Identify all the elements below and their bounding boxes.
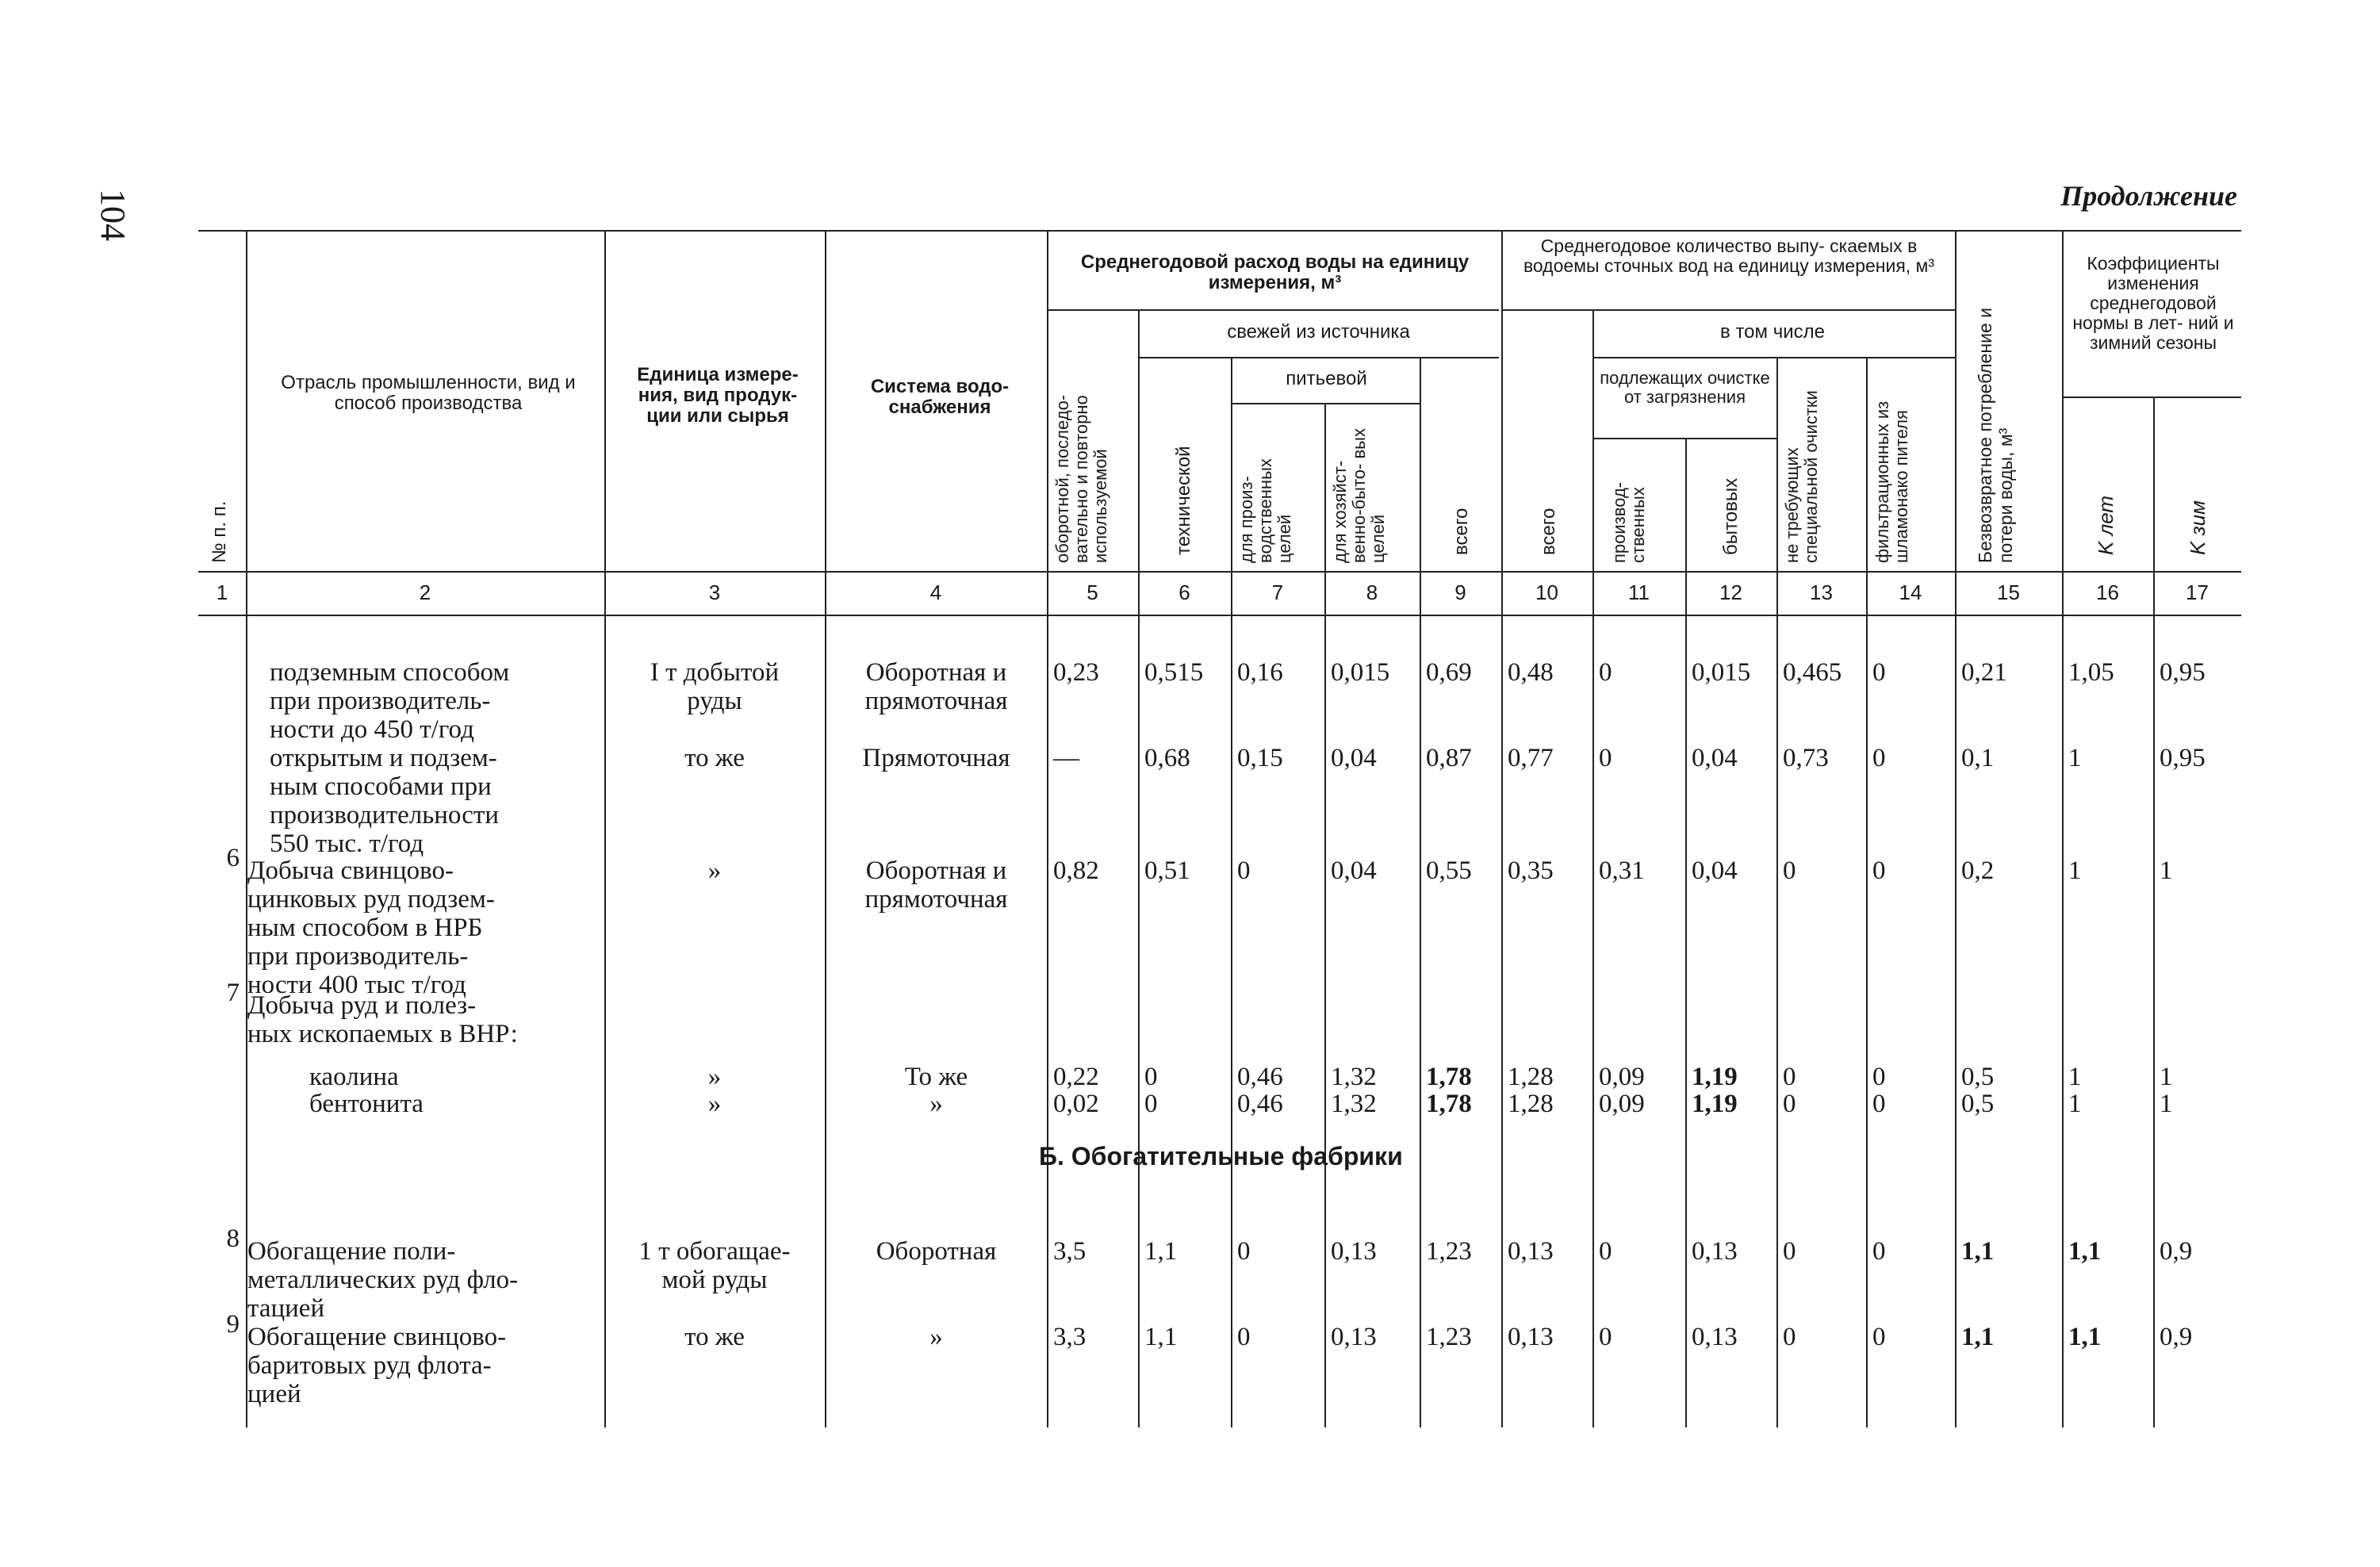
col-divider (1592, 309, 1594, 1427)
row-value: 0,13 (1331, 1323, 1377, 1351)
row-name (270, 744, 595, 858)
row-name (247, 856, 595, 999)
row-value: 1 (2068, 856, 2082, 885)
row-value: 0,13 (1508, 1323, 1554, 1351)
row-name (270, 658, 595, 744)
header-col5: оборотной, последо- вательно и повторно используемой (1052, 394, 1110, 563)
row-system-line: Оборотная (876, 1237, 997, 1266)
row-value: 1,19 (1692, 1063, 1738, 1091)
row-value: 1,1 (1961, 1237, 1995, 1266)
row-value: 0,21 (1961, 658, 2007, 687)
row-number: 9 (226, 1310, 240, 1339)
row-name (309, 1063, 595, 1091)
continuation-label: Продолжение (2060, 180, 2237, 212)
column-number: 12 (1719, 580, 1742, 604)
row-unit-line: I т добытой (650, 658, 780, 687)
col-divider (1138, 309, 1140, 1427)
row-unit-line: » (707, 856, 722, 885)
row-unit (607, 744, 822, 772)
header-cleaning-group: подлежащих очистке от загрязнения (1600, 368, 1770, 407)
column-number: 17 (2186, 580, 2209, 604)
row-value: 1,23 (1426, 1323, 1472, 1351)
row-name-line: при производитель- (270, 687, 491, 715)
row-value: 0,23 (1053, 658, 1099, 687)
row-value: 0,9 (2160, 1323, 2193, 1351)
row-value: 0,465 (1783, 658, 1842, 687)
row-value: 0,82 (1053, 856, 1099, 885)
row-value: 0 (1783, 1237, 1796, 1266)
row-value: 1,32 (1331, 1090, 1377, 1118)
row-value: 0,13 (1508, 1237, 1554, 1266)
column-number: 5 (1087, 580, 1098, 604)
row-value: 0,46 (1237, 1090, 1283, 1118)
row-value: 1,19 (1692, 1090, 1738, 1118)
row-value: 0,2 (1961, 856, 1995, 885)
row-value: 0,515 (1144, 658, 1204, 687)
row-unit-line: » (707, 1063, 722, 1091)
colnum-bottom-rule (198, 615, 2241, 616)
row-value: 0,73 (1783, 744, 1829, 772)
column-number: 13 (1810, 580, 1833, 604)
row-value: 1,28 (1508, 1063, 1554, 1091)
row-system (827, 1090, 1045, 1118)
row-system-line: прямоточная (864, 885, 1008, 914)
header-drinking-group: питьевой (1286, 368, 1367, 389)
row-name (247, 1237, 595, 1323)
row-value: — (1053, 744, 1079, 772)
row-value: 0,16 (1237, 658, 1283, 687)
row-value: 0 (1872, 856, 1886, 885)
row-unit-line: то же (684, 1323, 745, 1351)
col-divider (1955, 230, 1957, 1427)
row-value: 0 (1237, 1237, 1251, 1266)
row-value: 0,02 (1053, 1090, 1099, 1118)
group-rule-coef (2062, 397, 2241, 398)
row-value: 0,35 (1508, 856, 1554, 885)
row-value: 0 (1783, 1063, 1796, 1091)
row-unit (607, 1063, 822, 1091)
row-value: 1,05 (2068, 658, 2114, 687)
header-col12: бытовых (1720, 477, 1742, 555)
row-system-line: » (929, 1090, 943, 1118)
row-value: 0,09 (1599, 1090, 1645, 1118)
row-name-line: открытым и подзем- (270, 744, 497, 772)
row-value: 0,1 (1961, 744, 1995, 772)
row-value: 0 (1783, 856, 1796, 885)
column-number: 7 (1271, 580, 1284, 604)
row-name-line: каолина (309, 1063, 399, 1091)
row-value: 0 (1599, 1323, 1612, 1351)
row-value: 0 (1872, 1090, 1886, 1118)
row-system (827, 658, 1045, 715)
col-divider (2153, 397, 2155, 1427)
row-name-line: ным способом в НРБ (247, 914, 483, 942)
row-value: 0 (1599, 744, 1612, 772)
row-name (247, 1323, 595, 1408)
row-name-line: баритовых руд флота- (247, 1351, 492, 1380)
row-system-line: Оборотная и (865, 856, 1007, 885)
column-number: 4 (929, 580, 942, 604)
row-value: 0 (1872, 1063, 1886, 1091)
header-incl-group: в том числе (1720, 321, 1825, 343)
row-value: 0,31 (1599, 856, 1645, 885)
row-name (247, 991, 595, 1048)
group-rule-discharge (1501, 309, 1955, 311)
row-value: 0 (1872, 1237, 1886, 1266)
col-divider (1866, 357, 1868, 1427)
row-system-line: Прямоточная (862, 744, 1010, 772)
row-value: 1 (2068, 1063, 2082, 1091)
row-system (827, 856, 1045, 914)
row-value: 0 (1872, 1323, 1886, 1351)
row-value: 0,48 (1508, 658, 1554, 687)
row-system-line: Оборотная и (865, 658, 1007, 687)
row-value: 0 (1599, 658, 1612, 687)
row-value: 0,95 (2160, 744, 2206, 772)
column-number: 15 (1997, 580, 2020, 604)
header-col11: производ- ственных (1609, 481, 1648, 563)
header-col13: не требующих специальной очистки (1782, 390, 1821, 563)
col-divider (2062, 230, 2064, 1427)
header-col10: всего (1538, 508, 1559, 555)
row-unit (607, 658, 822, 715)
col-divider (1501, 230, 1503, 1427)
row-name-line: ным способами при (270, 772, 492, 801)
group-rule-cleaning (1592, 438, 1776, 439)
row-value: 0 (1872, 744, 1886, 772)
header-col1: № п. п. (209, 500, 230, 563)
column-number: 10 (1535, 580, 1558, 604)
row-value: 0,5 (1961, 1090, 1995, 1118)
row-name-line: тацией (247, 1294, 325, 1323)
row-name-line: ности 400 тыс т/год (247, 971, 466, 999)
row-value: 1,78 (1426, 1090, 1472, 1118)
row-value: 1,1 (1961, 1323, 1995, 1351)
row-value: 0 (1144, 1063, 1158, 1091)
row-system-line: » (929, 1323, 943, 1351)
row-name-line: Обогащение свинцово- (247, 1323, 507, 1351)
header-fresh-group: свежей из источника (1227, 321, 1410, 343)
row-name-line: при производитель- (247, 942, 469, 971)
column-number: 11 (1628, 580, 1650, 604)
row-name-line: Обогащение поли- (247, 1237, 456, 1266)
header-col3: Единица измере- ния, вид продук- ции или сырья (637, 364, 799, 427)
row-value: 0,51 (1144, 856, 1190, 885)
row-value: 0,69 (1426, 658, 1472, 687)
header-col9: всего (1451, 508, 1472, 555)
row-value: 1,1 (1144, 1323, 1178, 1351)
row-value: 0,9 (2160, 1237, 2193, 1266)
group-rule-incl (1592, 357, 1955, 358)
header-col14: фильтрационных из шламонако пителя (1872, 400, 1911, 563)
row-unit-line: » (707, 1090, 722, 1118)
row-value: 3,3 (1053, 1323, 1087, 1351)
column-number: 6 (1179, 580, 1190, 604)
row-value: 0,68 (1144, 744, 1190, 772)
group-rule-fresh (1138, 357, 1499, 358)
col-divider (1231, 357, 1232, 1427)
row-number: 7 (226, 979, 240, 1007)
row-value: 0,13 (1331, 1237, 1377, 1266)
table-top-rule (198, 230, 2241, 232)
col-divider (1047, 230, 1048, 1427)
row-value: 0,15 (1237, 744, 1283, 772)
row-system (827, 1237, 1045, 1266)
row-system (827, 1323, 1045, 1351)
header-col15: Безвозвратное потребление и потери воды, м³ (1975, 308, 2016, 563)
header-col16: K лет (2094, 495, 2117, 555)
column-number: 3 (708, 580, 721, 604)
row-name (309, 1090, 595, 1118)
row-value: 0 (1144, 1090, 1158, 1118)
row-value: 0,015 (1331, 658, 1390, 687)
row-value: 0,22 (1053, 1063, 1099, 1091)
row-name-line: подземным способом (270, 658, 510, 687)
row-unit-line: мой руды (661, 1266, 768, 1294)
row-value: 0 (1872, 658, 1886, 687)
header-col4: Система водо- снабжения (870, 376, 1010, 418)
group-rule-consumption (1047, 309, 1499, 311)
row-name-line: Добыча руд и полез- (247, 991, 477, 1020)
column-number: 9 (1454, 580, 1466, 604)
row-value: 0 (1237, 1323, 1251, 1351)
row-value: 0,5 (1961, 1063, 1995, 1091)
row-value: 1,78 (1426, 1063, 1472, 1091)
column-number: 14 (1899, 580, 1922, 604)
row-value: 0 (1599, 1237, 1612, 1266)
header-col8: для хозяйст- венно-быто- вых целей (1330, 428, 1388, 563)
col-divider (1776, 357, 1778, 1427)
row-unit (607, 856, 822, 885)
col-divider (604, 230, 606, 1427)
header-col17: K зим (2186, 500, 2209, 555)
row-value: 0 (1783, 1090, 1796, 1118)
row-system-line: прямоточная (864, 687, 1008, 715)
row-value: 1 (2068, 1090, 2082, 1118)
row-value: 0 (1237, 856, 1251, 885)
row-name-line: бентонита (309, 1090, 423, 1118)
row-name-line: металлических руд фло- (247, 1266, 519, 1294)
row-system (827, 744, 1045, 772)
row-number: 8 (226, 1224, 240, 1253)
row-value: 0,13 (1692, 1323, 1738, 1351)
group-rule-drinking (1231, 403, 1421, 404)
row-value: 1,1 (2068, 1237, 2102, 1266)
row-value: 0,77 (1508, 744, 1554, 772)
row-unit-line: 1 т обогащае- (638, 1237, 791, 1266)
row-value: 1,1 (2068, 1323, 2102, 1351)
row-value: 0,015 (1692, 658, 1751, 687)
row-name-line: Добыча свинцово- (247, 856, 454, 885)
row-value: 0,04 (1692, 744, 1738, 772)
row-value: 1,23 (1426, 1237, 1472, 1266)
row-unit-line: то же (684, 744, 745, 772)
col-divider (1324, 403, 1326, 1427)
header-group-consumption: Среднегодовой расход воды на единицу измерения, м³ (1080, 251, 1470, 293)
row-value: 0,87 (1426, 744, 1472, 772)
row-value: 0 (1783, 1323, 1796, 1351)
column-number: 16 (2096, 580, 2119, 604)
column-number: 2 (419, 580, 431, 604)
row-value: 1 (2068, 744, 2082, 772)
row-name-line: производительности (270, 801, 500, 829)
row-value: 0,55 (1426, 856, 1472, 885)
row-value: 3,5 (1053, 1237, 1087, 1266)
row-value: 0,13 (1692, 1237, 1738, 1266)
header-col6: технической (1173, 446, 1194, 555)
row-value: 1 (2160, 1063, 2173, 1091)
row-value: 1,28 (1508, 1090, 1554, 1118)
row-system-line: То же (904, 1063, 968, 1091)
row-unit (607, 1237, 822, 1294)
row-value: 1,1 (1144, 1237, 1178, 1266)
row-number: 6 (226, 844, 240, 872)
row-value: 0,04 (1692, 856, 1738, 885)
row-value: 0,46 (1237, 1063, 1283, 1091)
row-name-line: цинковых руд подзем- (247, 885, 495, 914)
page-number: 104 (94, 189, 132, 241)
row-name-line: цией (247, 1380, 301, 1408)
row-value: 0,04 (1331, 744, 1377, 772)
column-number: 1 (216, 580, 228, 604)
row-value: 1 (2160, 1090, 2173, 1118)
row-value: 0,95 (2160, 658, 2206, 687)
header-col2: Отрасль промышленности, вид и способ производства (281, 372, 576, 414)
header-bottom-rule (198, 571, 2241, 573)
row-value: 0,04 (1331, 856, 1377, 885)
row-name-line: ности до 450 т/год (270, 715, 474, 744)
col-divider (1420, 357, 1421, 1427)
row-unit (607, 1090, 822, 1118)
row-unit-line: руды (687, 687, 742, 715)
row-system (827, 1063, 1045, 1091)
row-unit (607, 1323, 822, 1351)
col-divider (825, 230, 826, 1427)
header-col7: для произ- водственных целей (1236, 458, 1294, 563)
row-value: 0,09 (1599, 1063, 1645, 1091)
row-name-line: 550 тыс. т/год (270, 829, 424, 858)
header-group-coef: Коэффициенты изменения среднегодовой нормы в лет- ний и зимний сезоны (2072, 253, 2234, 353)
row-value: 1,32 (1331, 1063, 1377, 1091)
header-group-discharge: Среднегодовое количество выпу- скаемых в водоемы сточных вод на единицу измерения, м³ (1523, 236, 1935, 276)
section-heading: Б. Обогатительные фабрики (1039, 1142, 1403, 1170)
row-name-line: ных ископаемых в ВНР: (247, 1020, 518, 1048)
column-number: 8 (1366, 580, 1378, 604)
row-value: 1 (2160, 856, 2173, 885)
